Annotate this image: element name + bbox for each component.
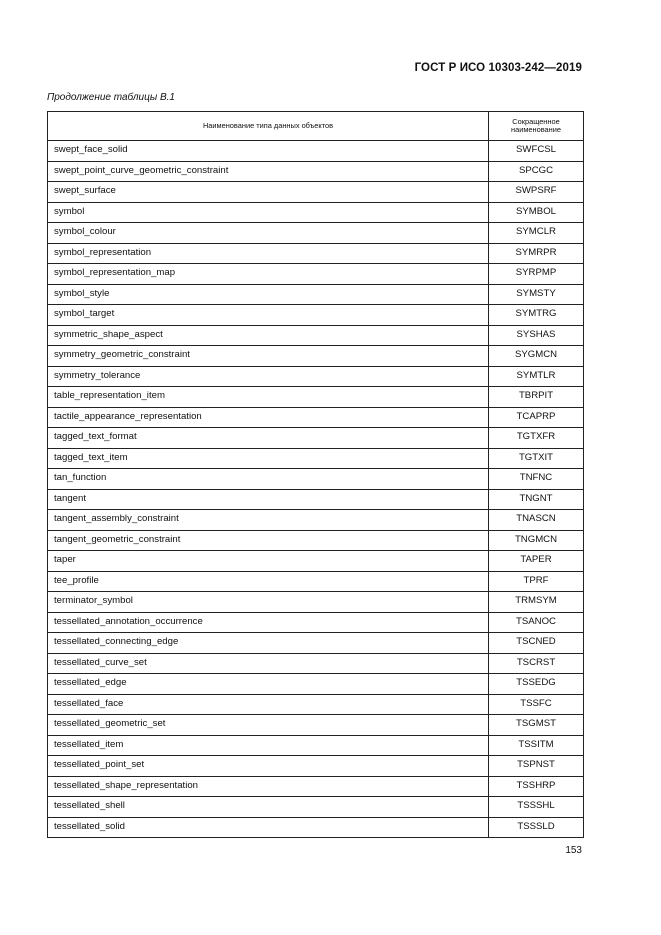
table-row bbox=[48, 366, 584, 387]
table-row bbox=[48, 469, 584, 490]
table-row bbox=[48, 510, 584, 531]
table-row bbox=[48, 592, 584, 613]
table-header-row bbox=[48, 112, 584, 141]
entity-type-name: terminator_symbol bbox=[48, 592, 489, 613]
table-caption: Продолжение таблицы В.1 bbox=[47, 92, 175, 103]
standard-code: ГОСТ Р ИСО 10303-242—2019 bbox=[414, 62, 582, 74]
table-row bbox=[48, 715, 584, 736]
entity-short-name: TSSSHL bbox=[489, 797, 584, 818]
entity-type-name: swept_surface bbox=[48, 182, 489, 203]
column-header-abbreviation: Сокращенное наименование bbox=[489, 112, 584, 141]
entity-type-name: tessellated_point_set bbox=[48, 756, 489, 777]
entity-type-name: tangent bbox=[48, 489, 489, 510]
entity-short-name: TBRPIT bbox=[489, 387, 584, 408]
entity-type-name: tactile_appearance_representation bbox=[48, 407, 489, 428]
entity-short-name: TSGMST bbox=[489, 715, 584, 736]
entity-short-name: TGTXIT bbox=[489, 448, 584, 469]
column-header-name: Наименование типа данных объектов bbox=[48, 112, 489, 141]
entity-type-name: tagged_text_item bbox=[48, 448, 489, 469]
entity-type-name: tessellated_curve_set bbox=[48, 653, 489, 674]
entity-short-name: TNGNT bbox=[489, 489, 584, 510]
table-row bbox=[48, 141, 584, 162]
table-row bbox=[48, 653, 584, 674]
table-row bbox=[48, 223, 584, 244]
table-row bbox=[48, 633, 584, 654]
entity-type-name: swept_face_solid bbox=[48, 141, 489, 162]
entity-type-name: tessellated_face bbox=[48, 694, 489, 715]
table-row bbox=[48, 202, 584, 223]
entity-short-name: TSPNST bbox=[489, 756, 584, 777]
entity-type-name: tessellated_connecting_edge bbox=[48, 633, 489, 654]
table-row bbox=[48, 489, 584, 510]
entity-short-name: TSSITM bbox=[489, 735, 584, 756]
entity-short-name: TSSSLD bbox=[489, 817, 584, 838]
entity-type-name: tessellated_solid bbox=[48, 817, 489, 838]
entity-short-name: TAPER bbox=[489, 551, 584, 572]
entity-type-name: taper bbox=[48, 551, 489, 572]
table-row bbox=[48, 756, 584, 777]
entity-type-name: symbol_colour bbox=[48, 223, 489, 244]
entity-short-name: SYMRPR bbox=[489, 243, 584, 264]
entity-short-name: SYMTRG bbox=[489, 305, 584, 326]
entity-short-name: SYMBOL bbox=[489, 202, 584, 223]
data-types-table bbox=[47, 111, 584, 838]
entity-type-name: symbol_representation_map bbox=[48, 264, 489, 285]
entity-type-name: tangent_geometric_constraint bbox=[48, 530, 489, 551]
table-row bbox=[48, 264, 584, 285]
entity-short-name: TNFNC bbox=[489, 469, 584, 490]
entity-short-name: SYRPMP bbox=[489, 264, 584, 285]
table-row bbox=[48, 325, 584, 346]
entity-short-name: TNASCN bbox=[489, 510, 584, 531]
table-row bbox=[48, 817, 584, 838]
entity-short-name: TSCRST bbox=[489, 653, 584, 674]
entity-type-name: symbol_style bbox=[48, 284, 489, 305]
table-row bbox=[48, 346, 584, 367]
entity-short-name: TRMSYM bbox=[489, 592, 584, 613]
entity-type-name: symbol_representation bbox=[48, 243, 489, 264]
entity-type-name: symmetric_shape_aspect bbox=[48, 325, 489, 346]
entity-short-name: TGTXFR bbox=[489, 428, 584, 449]
table-row bbox=[48, 387, 584, 408]
table-row bbox=[48, 530, 584, 551]
entity-type-name: tessellated_annotation_occurrence bbox=[48, 612, 489, 633]
entity-type-name: tessellated_shape_representation bbox=[48, 776, 489, 797]
table-row bbox=[48, 284, 584, 305]
entity-type-name: tee_profile bbox=[48, 571, 489, 592]
entity-short-name: TSSHRP bbox=[489, 776, 584, 797]
entity-type-name: symbol_target bbox=[48, 305, 489, 326]
table-row bbox=[48, 694, 584, 715]
entity-short-name: SYMTLR bbox=[489, 366, 584, 387]
entity-type-name: symmetry_geometric_constraint bbox=[48, 346, 489, 367]
entity-short-name: TSCNED bbox=[489, 633, 584, 654]
entity-short-name: SWFCSL bbox=[489, 141, 584, 162]
entity-short-name: TNGMCN bbox=[489, 530, 584, 551]
entity-type-name: tessellated_shell bbox=[48, 797, 489, 818]
table-row bbox=[48, 735, 584, 756]
entity-type-name: symbol bbox=[48, 202, 489, 223]
entity-short-name: SPCGC bbox=[489, 161, 584, 182]
table-row bbox=[48, 407, 584, 428]
entity-short-name: TSANOC bbox=[489, 612, 584, 633]
entity-type-name: tangent_assembly_constraint bbox=[48, 510, 489, 531]
table-body bbox=[48, 141, 584, 838]
page-number: 153 bbox=[565, 845, 582, 856]
entity-short-name: SYGMCN bbox=[489, 346, 584, 367]
entity-short-name: SYMCLR bbox=[489, 223, 584, 244]
entity-type-name: tagged_text_format bbox=[48, 428, 489, 449]
entity-short-name: TPRF bbox=[489, 571, 584, 592]
entity-short-name: SYMSTY bbox=[489, 284, 584, 305]
entity-type-name: symmetry_tolerance bbox=[48, 366, 489, 387]
table-row bbox=[48, 305, 584, 326]
entity-type-name: table_representation_item bbox=[48, 387, 489, 408]
entity-type-name: tan_function bbox=[48, 469, 489, 490]
table-row bbox=[48, 428, 584, 449]
entity-short-name: TCAPRP bbox=[489, 407, 584, 428]
table-row bbox=[48, 551, 584, 572]
table-row bbox=[48, 243, 584, 264]
table-row bbox=[48, 612, 584, 633]
table-row bbox=[48, 674, 584, 695]
table-row bbox=[48, 182, 584, 203]
entity-type-name: tessellated_geometric_set bbox=[48, 715, 489, 736]
table-row bbox=[48, 161, 584, 182]
entity-short-name: TSSFC bbox=[489, 694, 584, 715]
entity-short-name: SYSHAS bbox=[489, 325, 584, 346]
table-row bbox=[48, 571, 584, 592]
table-row bbox=[48, 448, 584, 469]
entity-short-name: SWPSRF bbox=[489, 182, 584, 203]
entity-type-name: tessellated_item bbox=[48, 735, 489, 756]
entity-type-name: swept_point_curve_geometric_constraint bbox=[48, 161, 489, 182]
table-row bbox=[48, 776, 584, 797]
table-row bbox=[48, 797, 584, 818]
entity-type-name: tessellated_edge bbox=[48, 674, 489, 695]
entity-short-name: TSSEDG bbox=[489, 674, 584, 695]
